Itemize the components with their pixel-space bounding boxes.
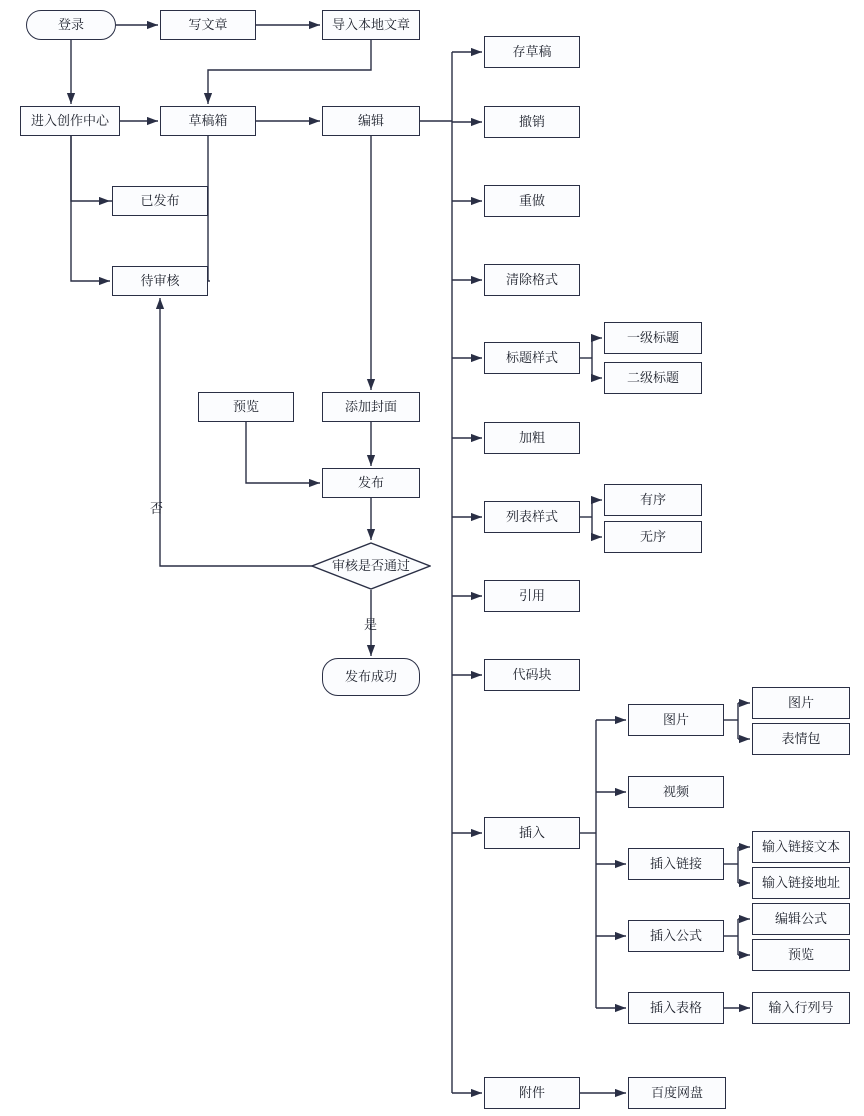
- node-redo[interactable]: [484, 185, 580, 217]
- node-publish[interactable]: [322, 468, 420, 498]
- node-drafts[interactable]: [160, 106, 256, 136]
- node-label: 草稿箱: [188, 113, 228, 129]
- node-label: 附件: [518, 1085, 545, 1101]
- node-label: 插入: [518, 825, 545, 841]
- node-attachment[interactable]: [484, 1077, 580, 1109]
- node-label: 标题样式: [505, 350, 558, 366]
- node-unordered-list[interactable]: [604, 521, 702, 553]
- edge-label-no: 否: [150, 501, 164, 516]
- node-insert-table[interactable]: [628, 992, 724, 1024]
- node-label: 发布成功: [344, 669, 397, 685]
- node-login[interactable]: [26, 10, 116, 40]
- node-quote[interactable]: [484, 580, 580, 612]
- node-label: 插入公式: [649, 928, 702, 944]
- node-label: 编辑公式: [774, 911, 827, 927]
- node-label: 待审核: [140, 273, 180, 289]
- node-title-style[interactable]: [484, 342, 580, 374]
- node-image[interactable]: [628, 704, 724, 736]
- node-label: 无序: [639, 529, 666, 545]
- node-label: 审核是否通过: [331, 558, 410, 574]
- node-label: 已发布: [140, 193, 180, 209]
- node-label: 添加封面: [344, 399, 397, 415]
- node-link-text-input[interactable]: [752, 831, 850, 863]
- node-label: 图片: [787, 695, 814, 711]
- node-list-style[interactable]: [484, 501, 580, 533]
- node-label: 导入本地文章: [331, 17, 410, 33]
- node-label: 插入表格: [649, 1000, 702, 1016]
- node-heading-1[interactable]: [604, 322, 702, 354]
- node-label: 表情包: [781, 731, 821, 747]
- node-image-file[interactable]: [752, 687, 850, 719]
- node-edit-formula[interactable]: [752, 903, 850, 935]
- node-label: 二级标题: [626, 370, 679, 386]
- node-label: 发布: [357, 475, 384, 491]
- node-insert-link[interactable]: [628, 848, 724, 880]
- node-label: 百度网盘: [650, 1085, 703, 1101]
- node-label: 清除格式: [505, 272, 558, 288]
- edge-label-yes: 是: [364, 617, 378, 632]
- node-review-decision[interactable]: [311, 542, 431, 590]
- node-write-article[interactable]: [160, 10, 256, 40]
- node-save-draft[interactable]: [484, 36, 580, 68]
- node-label: 写文章: [188, 17, 228, 33]
- node-label: 引用: [518, 588, 545, 604]
- node-label: 输入链接地址: [761, 875, 840, 891]
- node-label: 有序: [639, 492, 666, 508]
- node-label: 代码块: [512, 667, 552, 683]
- node-emoji-pack[interactable]: [752, 723, 850, 755]
- node-row-col-input[interactable]: [752, 992, 850, 1024]
- node-label: 进入创作中心: [30, 113, 109, 129]
- node-pending-review[interactable]: [112, 266, 208, 296]
- node-publish-success[interactable]: [322, 658, 420, 696]
- node-label: 存草稿: [512, 44, 552, 60]
- node-code-block[interactable]: [484, 659, 580, 691]
- node-add-cover[interactable]: [322, 392, 420, 422]
- node-label: 编辑: [357, 113, 384, 129]
- node-label: 撤销: [518, 114, 545, 130]
- node-label: 输入链接文本: [761, 839, 840, 855]
- node-link-url-input[interactable]: [752, 867, 850, 899]
- node-formula-preview[interactable]: [752, 939, 850, 971]
- node-import-local-article[interactable]: [322, 10, 420, 40]
- node-label: 登录: [57, 17, 84, 33]
- node-edit[interactable]: [322, 106, 420, 136]
- node-label: 预览: [232, 399, 259, 415]
- node-label: 加粗: [518, 430, 545, 446]
- node-published[interactable]: [112, 186, 208, 216]
- node-label: 输入行列号: [768, 1000, 834, 1016]
- node-clear-format[interactable]: [484, 264, 580, 296]
- node-insert-formula[interactable]: [628, 920, 724, 952]
- node-label: 一级标题: [626, 330, 679, 346]
- node-label: 视频: [662, 784, 689, 800]
- node-label: 重做: [518, 193, 545, 209]
- node-label: 列表样式: [505, 509, 558, 525]
- node-label: 图片: [662, 712, 689, 728]
- node-insert[interactable]: [484, 817, 580, 849]
- node-label: 插入链接: [649, 856, 702, 872]
- node-undo[interactable]: [484, 106, 580, 138]
- node-bold[interactable]: [484, 422, 580, 454]
- node-preview[interactable]: [198, 392, 294, 422]
- node-creator-center[interactable]: [20, 106, 120, 136]
- node-video[interactable]: [628, 776, 724, 808]
- node-label: 预览: [787, 947, 814, 963]
- node-baidu-disk[interactable]: [628, 1077, 726, 1109]
- node-heading-2[interactable]: [604, 362, 702, 394]
- node-ordered-list[interactable]: [604, 484, 702, 516]
